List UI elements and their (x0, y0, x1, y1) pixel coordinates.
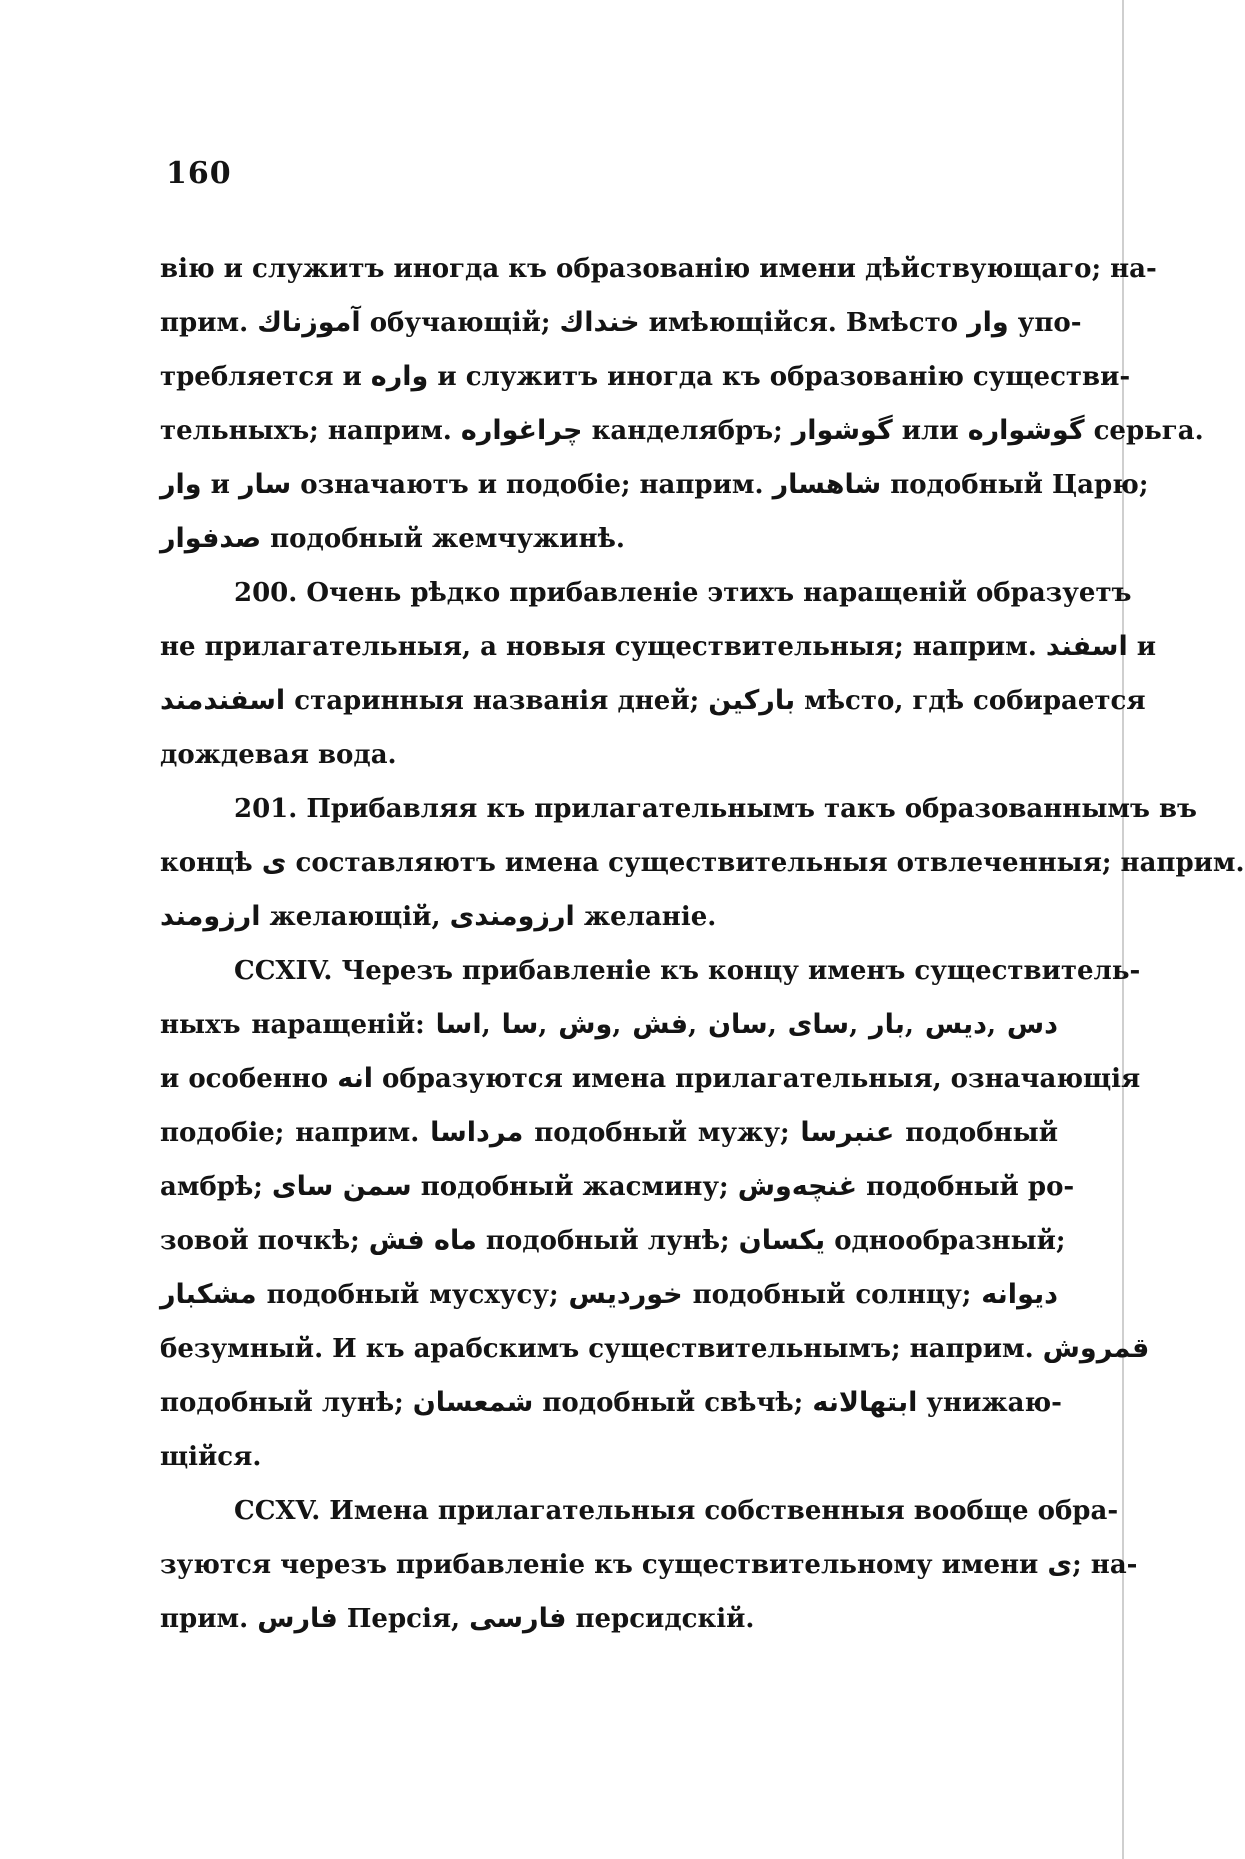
persian-word: آموزناك (257, 307, 361, 338)
text-run: и (201, 470, 239, 500)
persian-word: سمن سای (271, 1171, 412, 1202)
text-run: канделябръ; (582, 416, 792, 446)
persian-word: اسفند (1045, 631, 1128, 662)
text-run: серьга. (1084, 416, 1204, 446)
text-run: подобный лунѣ; (476, 1226, 739, 1256)
persian-word: یکسان (738, 1225, 826, 1256)
text-line (160, 782, 1197, 836)
text-run: старинныя названія дней; (285, 686, 709, 716)
text-run: имѣющійся. Вмѣсто (639, 308, 968, 338)
persian-word: شمعسان (412, 1387, 534, 1418)
text-run: подобный мусхусу; (256, 1280, 569, 1310)
text-run: составляютъ имена существительныя отвлеченныя; наприм. (286, 848, 1245, 878)
section-heading-line (160, 944, 1141, 998)
text-run: 201. Прибавляя къ прилагательнымъ такъ образованнымъ въ (234, 794, 1197, 824)
text-run: персидскій. (566, 1604, 755, 1634)
text-line (160, 458, 1149, 512)
text-run: подобный мужу; (523, 1118, 801, 1148)
persian-word: خنداك (559, 307, 640, 338)
text-run: мѣсто, гдѣ собирается (795, 686, 1146, 716)
persian-word: سای (787, 1009, 850, 1040)
text-run: CCXV. Имена прилагательныя собственныя вообще обра- (234, 1496, 1119, 1526)
text-run: , (904, 1010, 925, 1040)
text-run: или (892, 416, 968, 446)
text-line (160, 566, 1132, 620)
text-run: зуются черезъ прибавленіе къ существительному имени (160, 1550, 1048, 1580)
persian-word: دس (1006, 1009, 1059, 1040)
text-run: , (612, 1010, 633, 1040)
persian-word: سار (238, 469, 292, 500)
text-run: подобный ро- (857, 1172, 1075, 1202)
text-line (160, 1592, 1058, 1646)
text-run: однообразный; (825, 1226, 1066, 1256)
persian-word: عنبرسا (800, 1117, 895, 1148)
text-line (160, 890, 1058, 944)
text-run: подобный (894, 1118, 1058, 1148)
persian-word: ى (1047, 1549, 1073, 1580)
text-run: обучающій; (360, 308, 560, 338)
body-text (160, 242, 1245, 1646)
text-run: прим. (160, 308, 258, 338)
text-line (160, 1538, 1138, 1592)
text-run: безумный. И къ арабскимъ существительнымъ; наприм. (160, 1334, 1043, 1364)
text-run: тельныхъ; наприм. (160, 416, 461, 446)
text-run: вію и служитъ иногда къ образованію имени дѣйствующаго; на- (160, 254, 1157, 284)
persian-word: اسفندمند (160, 685, 286, 716)
text-line (160, 674, 1146, 728)
text-run: дождевая вода. (160, 740, 397, 770)
text-run: зовой почкѣ; (160, 1226, 369, 1256)
text-run: и особенно (160, 1064, 338, 1094)
text-run: Персія, (337, 1604, 470, 1634)
persian-word: سا (501, 1009, 539, 1040)
persian-word: فارس (257, 1603, 338, 1634)
text-run: подобный жемчужинѣ. (261, 524, 625, 554)
text-run: ; на- (1072, 1550, 1138, 1580)
text-run: подобный солнцу; (682, 1280, 982, 1310)
persian-word: گوشوار (791, 415, 893, 446)
persian-word: ماه فش (368, 1225, 477, 1256)
persian-word: خورديس (568, 1279, 683, 1310)
text-run: , (538, 1010, 559, 1040)
persian-word: اسا (435, 1009, 482, 1040)
text-run: подобный лунѣ; (160, 1388, 413, 1418)
text-run: унижаю- (917, 1388, 1062, 1418)
text-run: означаютъ и подобіе; наприм. (291, 470, 773, 500)
persian-word: انه (337, 1063, 373, 1094)
text-run: , (849, 1010, 870, 1040)
text-run: , (688, 1010, 708, 1040)
text-line (160, 1160, 1075, 1214)
text-run: подобный Царю; (881, 470, 1149, 500)
persian-word: ارزومندى (449, 901, 575, 932)
persian-word: وار (967, 307, 1009, 338)
text-line (160, 1268, 1058, 1322)
text-line (160, 296, 1082, 350)
text-line (160, 836, 1245, 890)
persian-word: فارسى (469, 1603, 567, 1634)
text-line (160, 1106, 1058, 1160)
text-line (160, 1052, 1141, 1106)
text-run: не прилагательныя, а новыя существительныя; наприм. (160, 632, 1046, 662)
text-line (160, 404, 1204, 458)
text-run: упо- (1008, 308, 1082, 338)
persian-word: سان (707, 1009, 768, 1040)
text-run: требляется и (160, 362, 371, 392)
text-run: и служитъ иногда къ образованію существи- (428, 362, 1131, 392)
persian-word: صدفوار (160, 523, 262, 554)
text-run: CCXIV. Черезъ прибавленіе къ концу именъ существитель- (234, 956, 1141, 986)
text-run: концѣ (160, 848, 262, 878)
persian-word: بار (869, 1009, 905, 1040)
text-line (160, 1214, 1066, 1268)
persian-word: دیس (924, 1009, 987, 1040)
text-run: прим. (160, 1604, 258, 1634)
text-line (160, 1322, 1150, 1376)
text-run: щійся. (160, 1442, 262, 1472)
persian-word: ارزومند (160, 901, 261, 932)
persian-word: ابتهالانه (812, 1387, 918, 1418)
persian-word: دیوانه (981, 1279, 1058, 1310)
text-run: образуются имена прилагательныя, означающія (372, 1064, 1141, 1094)
persian-word: واره (370, 361, 429, 392)
text-run: ныхъ наращеній: (160, 1010, 436, 1040)
text-line (160, 998, 1058, 1052)
section-heading-line (160, 1484, 1119, 1538)
text-run: , (986, 1010, 1007, 1040)
text-run: желающій, (260, 902, 450, 932)
text-run: подобіе; наприм. (160, 1118, 431, 1148)
text-run: , (767, 1010, 788, 1040)
text-line (160, 620, 1157, 674)
persian-word: فش (632, 1009, 689, 1040)
persian-word: چراغواره (460, 415, 583, 446)
persian-word: گوشواره (967, 415, 1085, 446)
persian-word: مرداسا (430, 1117, 524, 1148)
text-line (160, 1376, 1062, 1430)
text-run: , (481, 1010, 502, 1040)
persian-word: وار (160, 469, 202, 500)
persian-word: ى (261, 847, 287, 878)
persian-word: قمروش (1042, 1333, 1150, 1364)
text-line (160, 728, 1058, 782)
persian-word: غنچه‌وش (737, 1171, 858, 1202)
persian-word: وش (558, 1009, 613, 1040)
persian-word: مشکبار (160, 1279, 257, 1310)
text-line (160, 350, 1131, 404)
text-line (160, 1430, 1058, 1484)
text-run: и (1127, 632, 1157, 662)
text-run: желаніе. (574, 902, 717, 932)
text-line (160, 242, 1157, 296)
text-run: амбрѣ; (160, 1172, 272, 1202)
text-run: 200. Очень рѣдко прибавленіе этихъ наращеній образуетъ (234, 578, 1132, 608)
page-number: 160 (166, 156, 232, 191)
persian-word: شاهسار (772, 469, 882, 500)
text-run: подобный свѣчѣ; (533, 1388, 813, 1418)
text-line (160, 512, 1058, 566)
text-run: подобный жасмину; (411, 1172, 738, 1202)
persian-word: بارکین (708, 685, 796, 716)
